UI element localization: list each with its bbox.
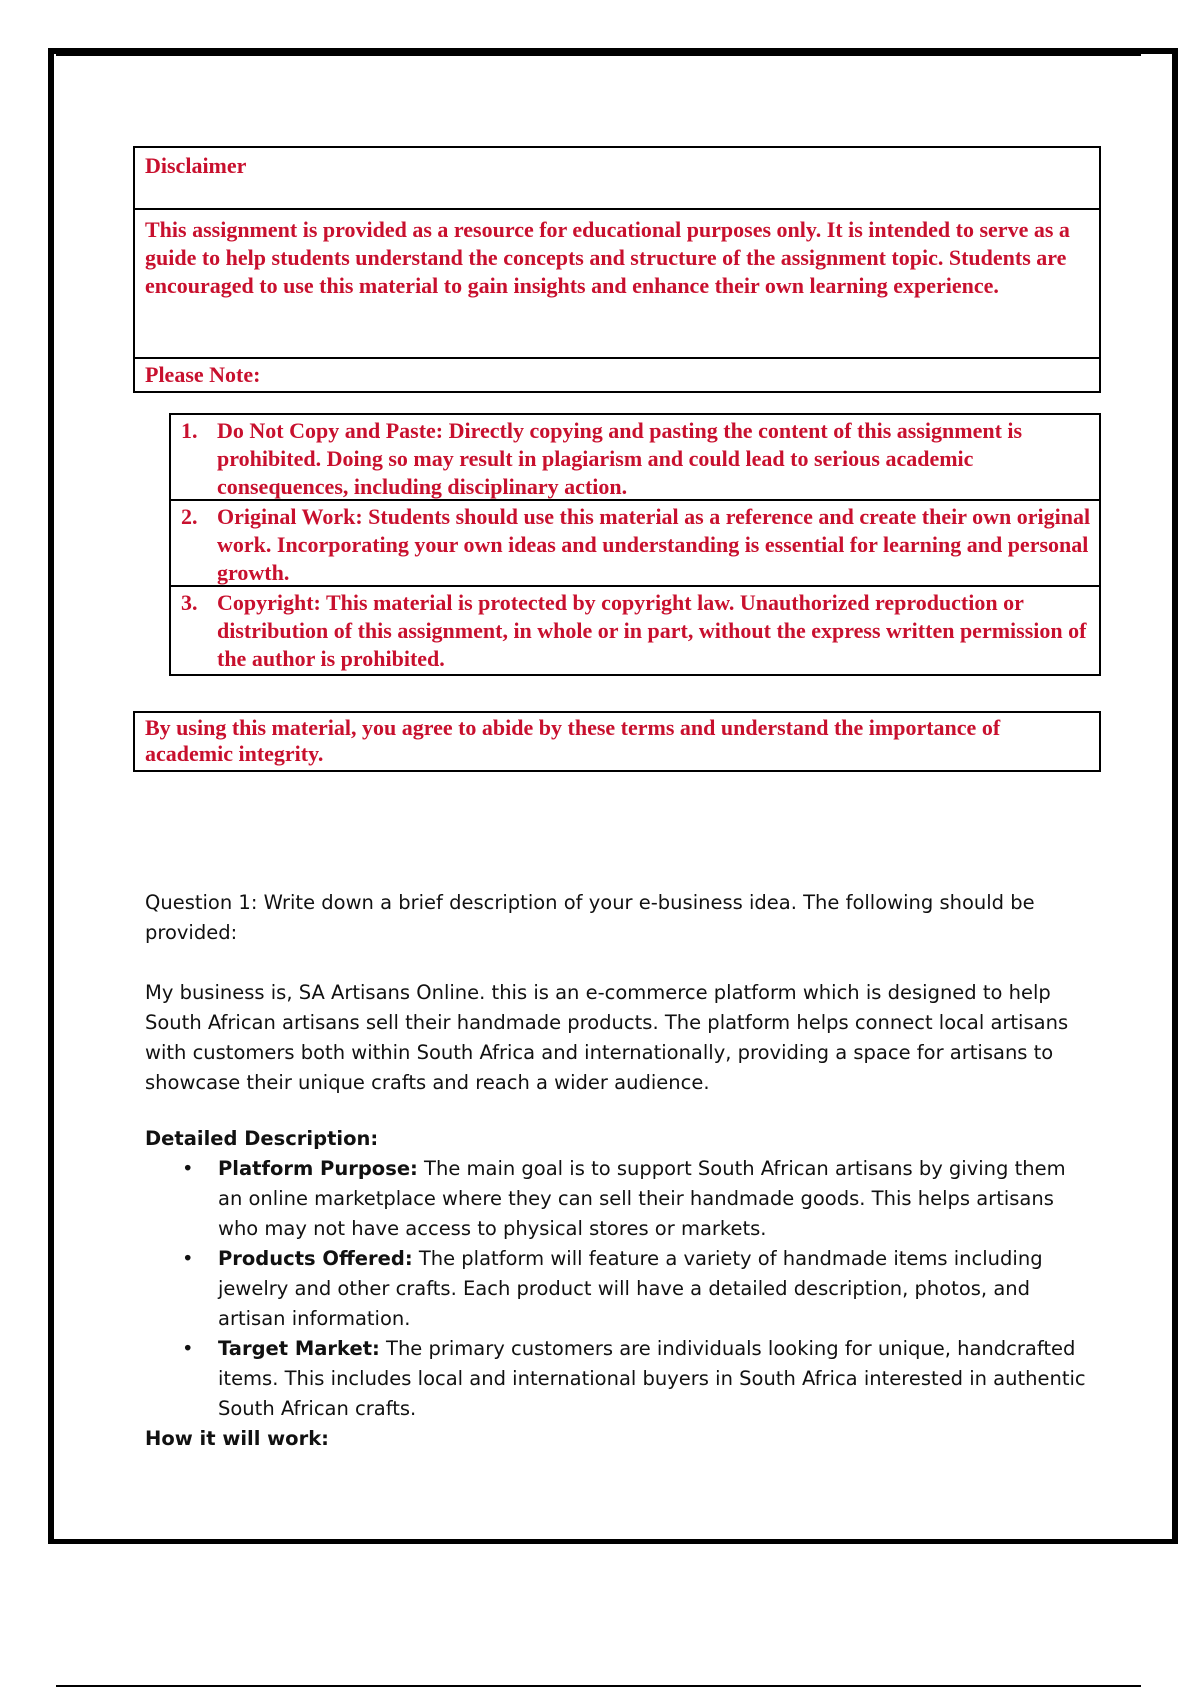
disclaimer-body: This assignment is provided as a resource for educational purposes only. It is intended to serve as a guide to help students understand the concepts and structure of the assignment topic. Students are encouraged to use this material to gain insights and enhance their own learning experience. xyxy=(135,210,1099,359)
disclaimer-title: Disclaimer xyxy=(135,148,1099,210)
how-it-works-heading: How it will work: xyxy=(145,1427,329,1450)
detailed-description-heading: Detailed Description: xyxy=(145,1127,379,1150)
please-note-heading: Please Note: xyxy=(145,362,261,387)
note-item xyxy=(171,587,1099,674)
agreement-box: By using this material, you agree to abide by these terms and understand the importance of academic integrity. xyxy=(133,711,1101,772)
bullet-dot-icon: • xyxy=(182,1247,194,1270)
list-item xyxy=(180,1154,1095,1244)
disclaimer-table xyxy=(133,146,1101,393)
notes-table xyxy=(169,413,1101,676)
bullet-text: The platform will feature a variety of handmade items including jewelry and other crafts. Each product will have a detailed description, photos, and artisan information. xyxy=(218,1247,1043,1330)
note-text: Original Work: Students should use this material as a reference and create their own original work. Incorporating your own ideas and understanding is essential for learning and personal growth. xyxy=(217,504,1091,585)
bullet-dot-icon: • xyxy=(182,1157,194,1180)
bullet-label: Platform Purpose: xyxy=(218,1157,418,1180)
bottom-rule xyxy=(56,1685,1141,1687)
bullet-text: The primary customers are individuals looking for unique, handcrafted items. This includes local and international buyers in South Africa interested in authentic South African crafts. xyxy=(218,1337,1086,1420)
bullet-text: The main goal is to support South African artisans by giving them an online marketplace where they can sell their handmade goods. This helps artisans who may not have access to physical stores or markets. xyxy=(218,1157,1066,1240)
note-number: 2. xyxy=(181,504,198,529)
list-item xyxy=(180,1244,1095,1334)
note-text: Copyright: This material is protected by copyright law. Unauthorized reproduction or distribution of this assignment, in whole or in part, without the express written permission of the author is prohibited. xyxy=(217,590,1087,671)
question-text: Question 1: Write down a brief description of your e-business idea. The following should be provided: xyxy=(145,891,1035,944)
bullet-dot-icon: • xyxy=(182,1337,194,1360)
detail-bullet-list xyxy=(180,1154,1095,1424)
list-item xyxy=(180,1334,1095,1424)
note-number: 1. xyxy=(181,418,198,443)
bullet-label: Target Market: xyxy=(218,1337,380,1360)
note-item xyxy=(171,415,1099,501)
bullet-label: Products Offered: xyxy=(218,1247,413,1270)
intro-paragraph: My business is, SA Artisans Online. this is an e-commerce platform which is designed to help South African artisans sell their handmade products. The platform helps connect local artisans with customers both within South Africa and internationally, providing a space for artisans to showcase their unique crafts and reach a wider audience. xyxy=(145,981,1069,1094)
note-number: 3. xyxy=(181,590,198,615)
note-item xyxy=(171,501,1099,587)
note-text: Do Not Copy and Paste: Directly copying and pasting the content of this assignment is prohibited. Doing so may result in plagiarism and could lead to serious academic consequences, including disciplinary action. xyxy=(217,418,1023,499)
